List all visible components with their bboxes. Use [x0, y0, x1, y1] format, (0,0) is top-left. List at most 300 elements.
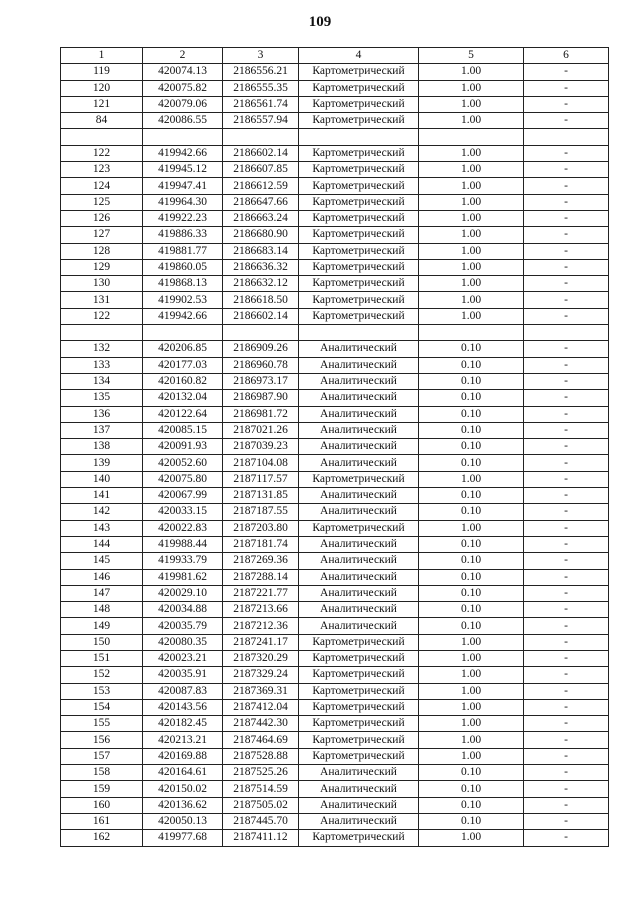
- point-number-cell: 153: [61, 683, 143, 699]
- table-row: [61, 781, 609, 797]
- y-coordinate-cell: 2187445.70: [223, 813, 299, 829]
- accuracy-cell: 1.00: [419, 667, 524, 683]
- y-coordinate-cell: 2186987.90: [223, 390, 299, 406]
- y-coordinate-cell: 2187269.36: [223, 553, 299, 569]
- point-number-cell: 139: [61, 455, 143, 471]
- accuracy-cell: 1.00: [419, 634, 524, 650]
- y-coordinate-cell: 2186680.90: [223, 227, 299, 243]
- table-body: [61, 64, 609, 846]
- x-coordinate-cell: 420035.79: [143, 618, 223, 634]
- y-coordinate-cell: 2186632.12: [223, 276, 299, 292]
- method-cell: Аналитический: [299, 585, 419, 601]
- note-cell: -: [524, 113, 609, 129]
- y-coordinate-cell: 2187104.08: [223, 455, 299, 471]
- note-cell: -: [524, 64, 609, 80]
- method-cell: Аналитический: [299, 618, 419, 634]
- accuracy-cell: 1.00: [419, 732, 524, 748]
- table-row: [61, 373, 609, 389]
- point-number-cell: 130: [61, 276, 143, 292]
- x-coordinate-cell: 420164.61: [143, 765, 223, 781]
- point-number-cell: 122: [61, 308, 143, 324]
- accuracy-cell: 1.00: [419, 830, 524, 846]
- note-cell: -: [524, 308, 609, 324]
- note-cell: -: [524, 276, 609, 292]
- method-cell: Аналитический: [299, 813, 419, 829]
- x-coordinate-cell: 419942.66: [143, 308, 223, 324]
- y-coordinate-cell: 2187288.14: [223, 569, 299, 585]
- accuracy-cell: 0.10: [419, 765, 524, 781]
- x-coordinate-cell: 420150.02: [143, 781, 223, 797]
- point-number-cell: 120: [61, 80, 143, 96]
- accuracy-cell: 0.10: [419, 504, 524, 520]
- accuracy-cell: 1.00: [419, 145, 524, 161]
- point-number-cell: 123: [61, 162, 143, 178]
- note-cell: -: [524, 813, 609, 829]
- note-cell: -: [524, 341, 609, 357]
- table-row: [61, 488, 609, 504]
- y-coordinate-cell: 2186607.85: [223, 162, 299, 178]
- table-row: [61, 406, 609, 422]
- table-row: [61, 732, 609, 748]
- note-cell: -: [524, 536, 609, 552]
- y-coordinate-cell: 2187221.77: [223, 585, 299, 601]
- page-number: 109: [308, 14, 332, 30]
- point-number-cell: 155: [61, 716, 143, 732]
- table-row: [61, 553, 609, 569]
- point-number-cell: 145: [61, 553, 143, 569]
- accuracy-cell: 1.00: [419, 243, 524, 259]
- accuracy-cell: 0.10: [419, 797, 524, 813]
- x-coordinate-cell: 419947.41: [143, 178, 223, 194]
- y-coordinate-cell: 2187329.24: [223, 667, 299, 683]
- accuracy-cell: 0.10: [419, 373, 524, 389]
- point-number-cell: 128: [61, 243, 143, 259]
- column-header-1: 1: [61, 48, 143, 64]
- method-cell: Картометрический: [299, 830, 419, 846]
- point-number-cell: 132: [61, 341, 143, 357]
- table-row: [61, 80, 609, 96]
- note-cell: -: [524, 471, 609, 487]
- method-cell: Картометрический: [299, 194, 419, 210]
- x-coordinate-cell: 419868.13: [143, 276, 223, 292]
- table-row: [61, 422, 609, 438]
- method-cell: Картометрический: [299, 308, 419, 324]
- y-coordinate-cell: 2187320.29: [223, 650, 299, 666]
- table-row: [61, 292, 609, 308]
- method-cell: Аналитический: [299, 488, 419, 504]
- table-row: [61, 830, 609, 846]
- accuracy-cell: 0.10: [419, 406, 524, 422]
- method-cell: Картометрический: [299, 113, 419, 129]
- note-cell: -: [524, 797, 609, 813]
- x-coordinate-cell: 420091.93: [143, 439, 223, 455]
- point-number-cell: 127: [61, 227, 143, 243]
- point-number-cell: 125: [61, 194, 143, 210]
- x-coordinate-cell: 419886.33: [143, 227, 223, 243]
- accuracy-cell: 1.00: [419, 162, 524, 178]
- point-number-cell: [61, 129, 143, 145]
- column-header-2: 2: [143, 48, 223, 64]
- table-row: [61, 667, 609, 683]
- note-cell: -: [524, 455, 609, 471]
- table-row: [61, 178, 609, 194]
- accuracy-cell: 0.10: [419, 569, 524, 585]
- note-cell: -: [524, 716, 609, 732]
- table-row: [61, 716, 609, 732]
- x-coordinate-cell: 419988.44: [143, 536, 223, 552]
- note-cell: -: [524, 699, 609, 715]
- point-number-cell: 150: [61, 634, 143, 650]
- x-coordinate-cell: 420085.15: [143, 422, 223, 438]
- y-coordinate-cell: 2187117.57: [223, 471, 299, 487]
- point-number-cell: 137: [61, 422, 143, 438]
- point-number-cell: 138: [61, 439, 143, 455]
- point-number-cell: 144: [61, 536, 143, 552]
- table-row: [61, 683, 609, 699]
- note-cell: -: [524, 439, 609, 455]
- accuracy-cell: [419, 325, 524, 341]
- accuracy-cell: 1.00: [419, 80, 524, 96]
- accuracy-cell: 1.00: [419, 748, 524, 764]
- y-coordinate-cell: 2187181.74: [223, 536, 299, 552]
- y-coordinate-cell: 2187039.23: [223, 439, 299, 455]
- point-number-cell: 119: [61, 64, 143, 80]
- method-cell: Картометрический: [299, 227, 419, 243]
- x-coordinate-cell: 420022.83: [143, 520, 223, 536]
- coordinates-table: [60, 47, 609, 847]
- point-number-cell: 160: [61, 797, 143, 813]
- x-coordinate-cell: 420035.91: [143, 667, 223, 683]
- method-cell: Картометрический: [299, 178, 419, 194]
- y-coordinate-cell: 2187505.02: [223, 797, 299, 813]
- accuracy-cell: 0.10: [419, 553, 524, 569]
- method-cell: [299, 129, 419, 145]
- point-number-cell: 146: [61, 569, 143, 585]
- note-cell: -: [524, 650, 609, 666]
- accuracy-cell: 1.00: [419, 292, 524, 308]
- point-number-cell: 135: [61, 390, 143, 406]
- method-cell: Картометрический: [299, 667, 419, 683]
- y-coordinate-cell: 2187442.30: [223, 716, 299, 732]
- y-coordinate-cell: 2186981.72: [223, 406, 299, 422]
- accuracy-cell: 1.00: [419, 308, 524, 324]
- x-coordinate-cell: 420143.56: [143, 699, 223, 715]
- method-cell: Аналитический: [299, 422, 419, 438]
- note-cell: -: [524, 96, 609, 112]
- y-coordinate-cell: 2186555.35: [223, 80, 299, 96]
- accuracy-cell: 0.10: [419, 813, 524, 829]
- note-cell: -: [524, 422, 609, 438]
- x-coordinate-cell: 420075.82: [143, 80, 223, 96]
- note-cell: -: [524, 781, 609, 797]
- note-cell: [524, 129, 609, 145]
- note-cell: -: [524, 210, 609, 226]
- point-number-cell: 147: [61, 585, 143, 601]
- x-coordinate-cell: 420023.21: [143, 650, 223, 666]
- y-coordinate-cell: 2187514.59: [223, 781, 299, 797]
- point-number-cell: 143: [61, 520, 143, 536]
- accuracy-cell: 0.10: [419, 357, 524, 373]
- y-coordinate-cell: 2186618.50: [223, 292, 299, 308]
- point-number-cell: 121: [61, 96, 143, 112]
- y-coordinate-cell: [223, 325, 299, 341]
- note-cell: -: [524, 683, 609, 699]
- y-coordinate-cell: 2186557.94: [223, 113, 299, 129]
- method-cell: Аналитический: [299, 536, 419, 552]
- x-coordinate-cell: [143, 129, 223, 145]
- table-row: [61, 113, 609, 129]
- x-coordinate-cell: [143, 325, 223, 341]
- note-cell: -: [524, 634, 609, 650]
- y-coordinate-cell: 2186602.14: [223, 308, 299, 324]
- table-header-row: [61, 48, 609, 64]
- table-row: [61, 813, 609, 829]
- accuracy-cell: 1.00: [419, 210, 524, 226]
- method-cell: Картометрический: [299, 259, 419, 275]
- method-cell: Аналитический: [299, 504, 419, 520]
- note-cell: -: [524, 748, 609, 764]
- note-cell: -: [524, 145, 609, 161]
- point-number-cell: 162: [61, 830, 143, 846]
- y-coordinate-cell: 2186683.14: [223, 243, 299, 259]
- point-number-cell: 122: [61, 145, 143, 161]
- note-cell: -: [524, 373, 609, 389]
- y-coordinate-cell: 2186636.32: [223, 259, 299, 275]
- method-cell: Аналитический: [299, 553, 419, 569]
- y-coordinate-cell: 2187187.55: [223, 504, 299, 520]
- accuracy-cell: [419, 129, 524, 145]
- table-row: [61, 64, 609, 80]
- accuracy-cell: 1.00: [419, 96, 524, 112]
- note-cell: -: [524, 178, 609, 194]
- table-row: [61, 243, 609, 259]
- point-number-cell: 131: [61, 292, 143, 308]
- accuracy-cell: 1.00: [419, 650, 524, 666]
- table-row: [61, 650, 609, 666]
- x-coordinate-cell: 419860.05: [143, 259, 223, 275]
- accuracy-cell: 1.00: [419, 113, 524, 129]
- point-number-cell: 157: [61, 748, 143, 764]
- y-coordinate-cell: 2186602.14: [223, 145, 299, 161]
- y-coordinate-cell: 2187021.26: [223, 422, 299, 438]
- note-cell: -: [524, 243, 609, 259]
- table-row: [61, 276, 609, 292]
- note-cell: -: [524, 194, 609, 210]
- x-coordinate-cell: 420087.83: [143, 683, 223, 699]
- note-cell: -: [524, 765, 609, 781]
- y-coordinate-cell: 2187528.88: [223, 748, 299, 764]
- method-cell: Картометрический: [299, 80, 419, 96]
- y-coordinate-cell: 2187213.66: [223, 602, 299, 618]
- note-cell: -: [524, 357, 609, 373]
- x-coordinate-cell: 420080.35: [143, 634, 223, 650]
- point-number-cell: 141: [61, 488, 143, 504]
- x-coordinate-cell: 419945.12: [143, 162, 223, 178]
- method-cell: Картометрический: [299, 292, 419, 308]
- accuracy-cell: 0.10: [419, 341, 524, 357]
- method-cell: Картометрический: [299, 683, 419, 699]
- method-cell: Аналитический: [299, 569, 419, 585]
- x-coordinate-cell: 420206.85: [143, 341, 223, 357]
- table-row: [61, 634, 609, 650]
- method-cell: Картометрический: [299, 162, 419, 178]
- method-cell: Картометрический: [299, 748, 419, 764]
- note-cell: -: [524, 732, 609, 748]
- point-number-cell: 154: [61, 699, 143, 715]
- x-coordinate-cell: 420132.04: [143, 390, 223, 406]
- column-header-5: 5: [419, 48, 524, 64]
- accuracy-cell: 1.00: [419, 471, 524, 487]
- accuracy-cell: 1.00: [419, 259, 524, 275]
- table-row: [61, 569, 609, 585]
- method-cell: Аналитический: [299, 781, 419, 797]
- method-cell: Картометрический: [299, 64, 419, 80]
- x-coordinate-cell: 420033.15: [143, 504, 223, 520]
- accuracy-cell: 0.10: [419, 781, 524, 797]
- point-number-cell: 152: [61, 667, 143, 683]
- x-coordinate-cell: 420067.99: [143, 488, 223, 504]
- y-coordinate-cell: 2187464.69: [223, 732, 299, 748]
- point-number-cell: 140: [61, 471, 143, 487]
- method-cell: Картометрический: [299, 732, 419, 748]
- table-row: [61, 308, 609, 324]
- accuracy-cell: 1.00: [419, 194, 524, 210]
- table-row: [61, 504, 609, 520]
- method-cell: Картометрический: [299, 699, 419, 715]
- point-number-cell: 133: [61, 357, 143, 373]
- y-coordinate-cell: 2186909.26: [223, 341, 299, 357]
- method-cell: Картометрический: [299, 243, 419, 259]
- x-coordinate-cell: 420213.21: [143, 732, 223, 748]
- table-row: [61, 765, 609, 781]
- y-coordinate-cell: 2187412.04: [223, 699, 299, 715]
- y-coordinate-cell: 2187203.80: [223, 520, 299, 536]
- accuracy-cell: 0.10: [419, 536, 524, 552]
- method-cell: Картометрический: [299, 471, 419, 487]
- note-cell: -: [524, 227, 609, 243]
- table-row: [61, 618, 609, 634]
- method-cell: Аналитический: [299, 406, 419, 422]
- column-header-6: 6: [524, 48, 609, 64]
- note-cell: -: [524, 602, 609, 618]
- table-row: [61, 145, 609, 161]
- table-row: [61, 227, 609, 243]
- accuracy-cell: 0.10: [419, 390, 524, 406]
- y-coordinate-cell: [223, 129, 299, 145]
- note-cell: -: [524, 162, 609, 178]
- note-cell: [524, 325, 609, 341]
- accuracy-cell: 0.10: [419, 618, 524, 634]
- y-coordinate-cell: 2186561.74: [223, 96, 299, 112]
- y-coordinate-cell: 2187369.31: [223, 683, 299, 699]
- y-coordinate-cell: 2186960.78: [223, 357, 299, 373]
- note-cell: -: [524, 292, 609, 308]
- y-coordinate-cell: 2187525.26: [223, 765, 299, 781]
- x-coordinate-cell: 420029.10: [143, 585, 223, 601]
- method-cell: Аналитический: [299, 602, 419, 618]
- table-row: [61, 210, 609, 226]
- method-cell: Аналитический: [299, 373, 419, 389]
- table-row: [61, 194, 609, 210]
- accuracy-cell: 0.10: [419, 602, 524, 618]
- table-row: [61, 602, 609, 618]
- accuracy-cell: 1.00: [419, 716, 524, 732]
- note-cell: -: [524, 504, 609, 520]
- method-cell: Аналитический: [299, 357, 419, 373]
- x-coordinate-cell: 420050.13: [143, 813, 223, 829]
- table-row: [61, 585, 609, 601]
- x-coordinate-cell: 419933.79: [143, 553, 223, 569]
- accuracy-cell: 1.00: [419, 178, 524, 194]
- point-number-cell: 158: [61, 765, 143, 781]
- x-coordinate-cell: 420169.88: [143, 748, 223, 764]
- accuracy-cell: 1.00: [419, 227, 524, 243]
- x-coordinate-cell: 420079.06: [143, 96, 223, 112]
- method-cell: Аналитический: [299, 341, 419, 357]
- table-row: [61, 536, 609, 552]
- table-row: [61, 439, 609, 455]
- x-coordinate-cell: 419981.62: [143, 569, 223, 585]
- x-coordinate-cell: 420177.03: [143, 357, 223, 373]
- method-cell: Картометрический: [299, 634, 419, 650]
- point-number-cell: 156: [61, 732, 143, 748]
- table-row: [61, 341, 609, 357]
- x-coordinate-cell: 420034.88: [143, 602, 223, 618]
- y-coordinate-cell: 2187131.85: [223, 488, 299, 504]
- table-row: [61, 162, 609, 178]
- method-cell: Аналитический: [299, 439, 419, 455]
- point-number-cell: 142: [61, 504, 143, 520]
- x-coordinate-cell: 419977.68: [143, 830, 223, 846]
- separator-row: [61, 325, 609, 341]
- accuracy-cell: 1.00: [419, 683, 524, 699]
- column-header-3: 3: [223, 48, 299, 64]
- x-coordinate-cell: 419881.77: [143, 243, 223, 259]
- method-cell: Аналитический: [299, 765, 419, 781]
- method-cell: Картометрический: [299, 650, 419, 666]
- table-row: [61, 797, 609, 813]
- method-cell: Картометрический: [299, 520, 419, 536]
- x-coordinate-cell: 419902.53: [143, 292, 223, 308]
- note-cell: -: [524, 553, 609, 569]
- x-coordinate-cell: 420052.60: [143, 455, 223, 471]
- accuracy-cell: 0.10: [419, 455, 524, 471]
- table-row: [61, 748, 609, 764]
- method-cell: Аналитический: [299, 797, 419, 813]
- point-number-cell: 124: [61, 178, 143, 194]
- table-row: [61, 520, 609, 536]
- note-cell: -: [524, 406, 609, 422]
- accuracy-cell: 0.10: [419, 585, 524, 601]
- note-cell: -: [524, 80, 609, 96]
- point-number-cell: 84: [61, 113, 143, 129]
- x-coordinate-cell: 420086.55: [143, 113, 223, 129]
- accuracy-cell: 1.00: [419, 699, 524, 715]
- point-number-cell: 134: [61, 373, 143, 389]
- note-cell: -: [524, 830, 609, 846]
- table-row: [61, 455, 609, 471]
- y-coordinate-cell: 2186647.66: [223, 194, 299, 210]
- method-cell: Картометрический: [299, 276, 419, 292]
- note-cell: -: [524, 569, 609, 585]
- y-coordinate-cell: 2186973.17: [223, 373, 299, 389]
- x-coordinate-cell: 420136.62: [143, 797, 223, 813]
- column-header-4: 4: [299, 48, 419, 64]
- table-row: [61, 259, 609, 275]
- y-coordinate-cell: 2186663.24: [223, 210, 299, 226]
- note-cell: -: [524, 488, 609, 504]
- x-coordinate-cell: 420182.45: [143, 716, 223, 732]
